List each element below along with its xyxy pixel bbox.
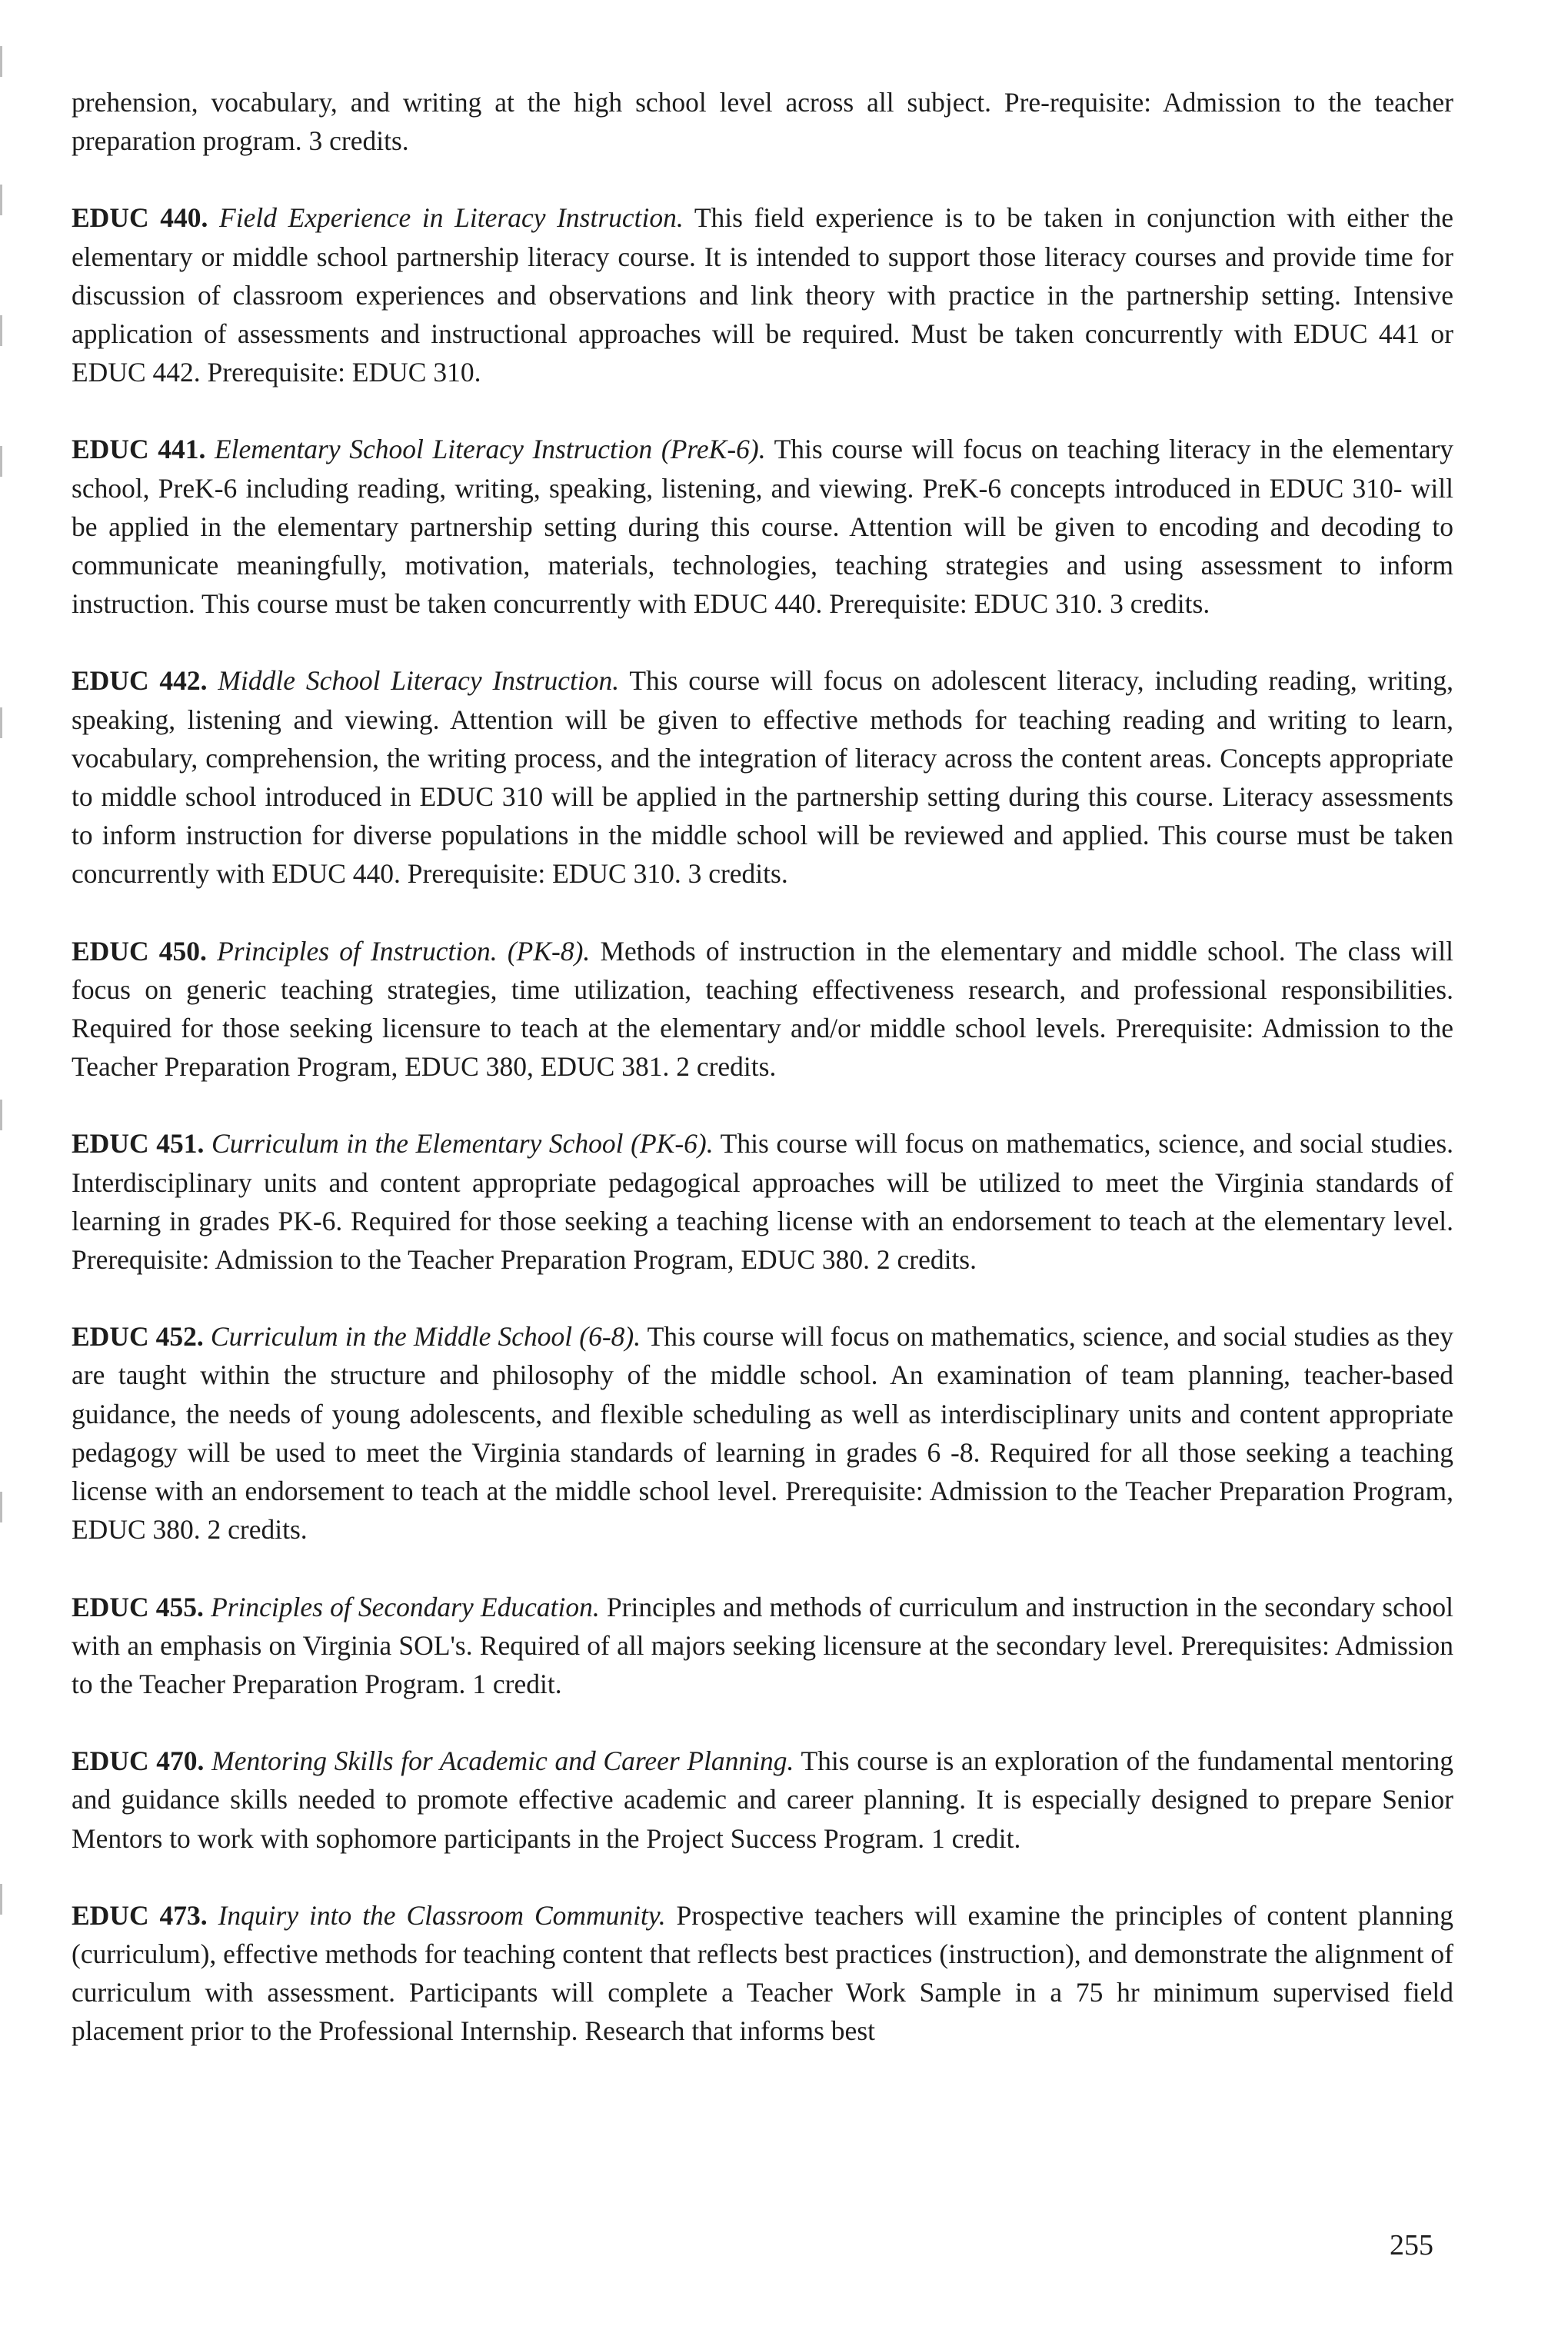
course-title: Curriculum in the Middle School (6-8). [210,1321,641,1353]
course-description: This course is an exploration of the fundamental mentoring and guidance skills needed to promote effective academic and career planning. It is especially designed to prepare Senior Mentors to work with sophomore participants in the Project Success Program. 1 credit. [72,1745,1453,1854]
course-title: Inquiry into the Classroom Community. [218,1899,666,1931]
binding-mark [0,1492,2,1522]
course-code: EDUC 473. [72,1899,208,1931]
course-code: EDUC 455. [72,1591,204,1622]
page-number: 255 [1390,2229,1433,2261]
course-title: Field Experience in Literacy Instruction. [219,202,684,234]
course-title: Elementary School Literacy Instruction (PreK-6). [215,434,766,465]
course-entry-educ-470 [72,1742,1453,1858]
binding-mark [0,315,2,346]
course-entry-educ-473 [72,1896,1453,2051]
course-entry-educ-451 [72,1124,1453,1279]
binding-mark [0,1100,2,1130]
course-entry-educ-440 [72,198,1453,391]
course-code: EDUC 450. [72,935,207,967]
course-code: EDUC 470. [72,1745,205,1777]
course-title: Curriculum in the Elementary School (PK-6). [211,1128,714,1160]
course-description: This course will focus on teaching literacy in the elementary school, PreK-6 including reading, writing, speaking, listening, and viewing. PreK-6 concepts introduced in EDUC 310- will be applied in the elementary partnership setting during this course. Attention will be given to encoding and decoding to communicate meaningfully, motivation, materials, technologies, teaching strategies and using assessment to inform instruction. This course must be taken concurrently with EDUC 440. Prerequisite: EDUC 310. 3 credits. [72,434,1454,620]
binding-mark [0,1884,2,1915]
intro-paragraph: prehension, vocabulary, and writing at the high school level across all subject. Pre-requisite: Admission to the teacher preparation program. 3 credits. [72,87,1453,157]
course-code: EDUC 442. [72,665,208,697]
binding-mark [0,707,2,738]
course-code: EDUC 452. [72,1321,204,1353]
course-description: This course will focus on mathematics, science, and social studies. Interdisciplinary units and content appropriate pedagogical approaches will be utilized to meet the Virginia standards of learning in grades PK-6. Required for those seeking a teaching license with an endorsement to teach at the elementary level. Prerequisite: Admission to the Teacher Preparation Program, EDUC 380. 2 credits. [72,1128,1454,1276]
course-entry-educ-452 [72,1317,1453,1549]
course-entry-educ-450 [72,932,1453,1086]
course-code: EDUC 451. [72,1128,205,1160]
document-page [72,83,1453,2089]
course-description: Prospective teachers will examine the principles of content planning (curriculum), effective methods for teaching content that reflects best practices (instruction), and demonstrate the alignment of curriculum with assessment. Participants will complete a Teacher Work Sample in a 75 hr minimum supervised field placement prior to the Professional Internship. Research that informs best [72,1899,1454,2047]
course-title: Middle School Literacy Instruction. [218,665,620,697]
course-description: This course will focus on mathematics, science, and social studies as they are taught within the structure and philosophy of the middle school. An examination of team planning, teacher-based guidance, the needs of young adolescents, and flexible scheduling as well as interdisciplinary units and content appropriate pedagogy will be used to meet the Virginia standards of learning in grades 6 -8. Required for all those seeking a teaching license with an endorsement to teach at the middle school level. Prerequisite: Admission to the Teacher Preparation Program, EDUC 380. 2 credits. [72,1321,1453,1546]
course-description: Principles and methods of curriculum and instruction in the secondary school with an emphasis on Virginia SOL's. Required of all majors seeking licensure at the secondary level. Prerequisites: Admission to the Teacher Preparation Program. 1 credit. [72,1591,1454,1699]
course-description: Methods of instruction in the elementary and middle school. The class will focus on generic teaching strategies, time utilization, teaching effectiveness research, and professional responsibilities. Required for those seeking licensure to teach at the elementary and/or middle school levels. Prerequisite: Admission to the Teacher Preparation Program, EDUC 380, EDUC 381. 2 credits. [72,935,1453,1083]
course-title: Mentoring Skills for Academic and Career Planning. [211,1745,794,1777]
binding-mark [0,46,2,77]
course-code: EDUC 441. [72,434,206,465]
course-entry-educ-441 [72,430,1453,623]
course-entry-educ-455 [72,1588,1453,1704]
course-code: EDUC 440. [72,202,208,234]
course-description: This course will focus on adolescent literacy, including reading, writing, speaking, listening and viewing. Attention will be given to effective methods for teaching reading and writing to learn, vocabulary, comprehension, the writing process, and the integration of literacy across the content areas. Concepts appropriate to middle school introduced in EDUC 310 will be applied in the partnership setting during this course. Literacy assessments to inform instruction for diverse populations in the middle school will be reviewed and applied. This course must be taken concurrently with EDUC 440. Prerequisite: EDUC 310. 3 credits. [72,665,1454,890]
binding-mark [0,446,2,477]
course-title: Principles of Instruction. (PK-8). [217,935,591,967]
binding-mark [0,185,2,215]
course-entry-educ-442 [72,661,1453,893]
course-description: This field experience is to be taken in conjunction with either the elementary or middle school partnership literacy course. It is intended to support those literacy courses and provide time for discussion of classroom experiences and observations and link theory with practice in the partnership setting. Intensive application of assessments and instructional approaches will be required. Must be taken concurrently with EDUC 441 or EDUC 442. Prerequisite: EDUC 310. [72,202,1454,388]
course-title: Principles of Secondary Education. [211,1591,600,1622]
